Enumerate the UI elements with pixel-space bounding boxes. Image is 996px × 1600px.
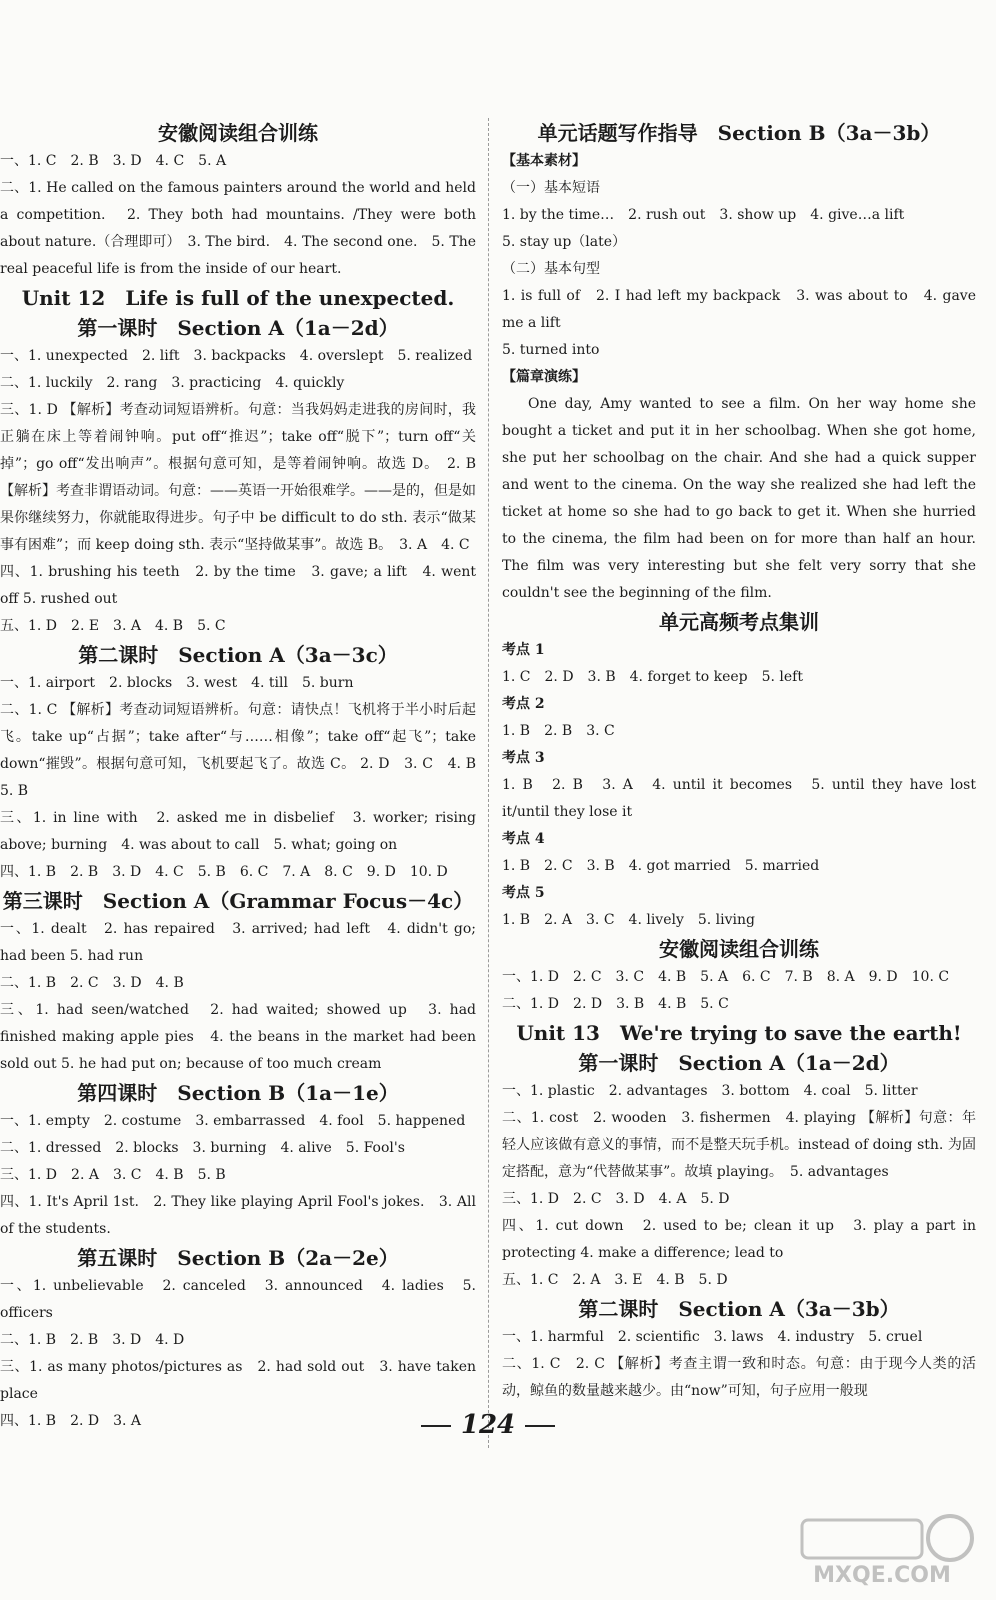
- answer-line: 二、1. B 2. C 3. D 4. B: [0, 975, 184, 991]
- subsection-label: 考点 1: [502, 642, 545, 658]
- answer-line: 一、1. C 2. B 3. D 4. C 5. A: [0, 153, 227, 169]
- left-column: [0, 118, 490, 1435]
- answer-line: 一、1. dealt 2. has repaired 3. arrived; had left 4. didn't go; had been 5. had run: [0, 921, 476, 964]
- answer-line: 一、1. airport 2. blocks 3. west 4. till 5. burn: [0, 675, 354, 691]
- answer-line: 一、1. empty 2. costume 3. embarrassed 4. fool 5. happened: [0, 1113, 466, 1129]
- right-column: [502, 118, 976, 1405]
- answer-line: 二、1. C 2. C 【解析】考查主谓一致和时态。句意：由于现今人类的活动，鲸鱼的数量越来越少。由“now”可知，句子应用一般现: [502, 1356, 976, 1399]
- answer-line: 三、1. D 2. C 3. D 4. A 5. D: [502, 1191, 730, 1207]
- answer-line: 1. B 2. A 3. C 4. lively 5. living: [502, 912, 756, 928]
- answer-line: 二、1. C 【解析】考查动词短语辨析。句意：请快点！飞机将于半小时后起飞。take up“占据”；take after“与……相像”；take off“起飞”；take down“摧毁”。根据句意可知，飞机要起飞了。故选 C。 2. D 3. C 4. B 5. B: [0, 702, 490, 799]
- page-number: [0, 1410, 976, 1440]
- answer-line: 五、1. C 2. A 3. E 4. B 5. D: [502, 1272, 728, 1288]
- answer-line: 二、1. luckily 2. rang 3. practicing 4. quickly: [0, 375, 345, 391]
- subsection-label: 【篇章演练】: [502, 369, 586, 385]
- section-heading: 第一课时 Section A（1a－2d）: [578, 1051, 900, 1075]
- answer-line: 1. B 2. C 3. B 4. got married 5. married: [502, 858, 820, 874]
- section-heading: 安徽阅读组合训练: [158, 121, 318, 145]
- answer-line: 1. B 2. B 3. A 4. until it becomes 5. until they have lost it/until they lose it: [502, 777, 976, 820]
- answer-line: 一、1. D 2. C 3. C 4. B 5. A 6. C 7. B 8. A 9. D 10. C: [502, 969, 950, 985]
- section-heading: 单元高频考点集训: [659, 610, 819, 634]
- answer-line: 一、1. unbelievable 2. canceled 3. announced 4. ladies 5. officers: [0, 1278, 476, 1321]
- watermark-logo: [782, 1512, 982, 1588]
- column-divider: [488, 118, 489, 1448]
- section-heading: 单元话题写作指导 Section B（3a－3b）: [537, 121, 941, 145]
- answer-line: 三、1. had seen/watched 2. had waited; showed up 3. had finished making apple pies 4. the beans in the market had been sold out 5. he had put on; because of too much cream: [0, 1002, 476, 1072]
- answer-line: 二、1. D 2. D 3. B 4. B 5. C: [502, 996, 729, 1012]
- answer-line: 四、1. B 2. D 3. A: [0, 1413, 142, 1429]
- answer-line: 三、1. D 2. A 3. C 4. B 5. B: [0, 1167, 226, 1183]
- answer-line: （一）基本短语: [502, 180, 600, 196]
- answer-line: 一、1. plastic 2. advantages 3. bottom 4. coal 5. litter: [502, 1083, 918, 1099]
- section-heading: 第四课时 Section B（1a－1e）: [77, 1081, 399, 1105]
- page-number-text: 124: [460, 1410, 516, 1440]
- answer-line: 四、1. It's April 1st. 2. They like playing April Fool's jokes. 3. All of the students.: [0, 1194, 476, 1237]
- answer-line: 二、1. He called on the famous painters around the world and held a competition. 2. They both had mountains. /They were both about nature.（合理即可） 3. The bird. 4. The second one. 5. The real peaceful life is from the inside of our heart.: [0, 180, 476, 277]
- section-heading: Unit 13 We're trying to save the earth!: [516, 1021, 962, 1045]
- section-heading: 第二课时 Section A（3a－3b）: [578, 1297, 900, 1321]
- answer-line: 1. B 2. B 3. C: [502, 723, 615, 739]
- answer-line: 二、1. B 2. B 3. D 4. D: [0, 1332, 185, 1348]
- answer-line: 1. by the time… 2. rush out 3. show up 4. give…a lift: [502, 207, 905, 223]
- answer-line: （二）基本句型: [502, 261, 600, 277]
- section-heading: 第五课时 Section B（2a－2e）: [77, 1246, 399, 1270]
- answer-line: 四、1. B 2. B 3. D 4. C 5. B 6. C 7. A 8. C 9. D 10. D: [0, 864, 448, 880]
- subsection-label: 考点 3: [502, 750, 545, 766]
- answer-line: 三、1. D 【解析】考查动词短语辨析。句意：当我妈妈走进我的房间时，我正躺在床上等着闹钟响。put off“推迟”；take off“脱下”；turn off“关掉”；go off“发出响声”。根据句意可知，是等着闹钟响。故选 D。 2. B 【解析】考查非谓语动词。句意：——英语一开始很难学。——是的，但是如果你继续努力，你就能取得进步。句子中 be difficult to do sth. 表示“做某事有困难”；而 keep doing sth. 表示“坚持做某事”。故选 B。 3. A 4. C: [0, 402, 476, 553]
- answer-line: 四、1. brushing his teeth 2. by the time 3. gave; a lift 4. went off 5. rushed out: [0, 564, 476, 607]
- answer-line: 二、1. cost 2. wooden 3. fishermen 4. playing 【解析】句意：年轻人应该做有意义的事情，而不是整天玩手机。instead of doing sth. 为固定搭配，意为“代替做某事”。故填 playing。 5. advantages: [502, 1110, 976, 1180]
- subsection-label: 考点 2: [502, 696, 545, 712]
- answer-line: 5. stay up（late）: [502, 234, 627, 250]
- subsection-label: 【基本素材】: [502, 153, 586, 169]
- subsection-label: 考点 5: [502, 885, 545, 901]
- answer-line: 五、1. D 2. E 3. A 4. B 5. C: [0, 618, 226, 634]
- answer-line: 三、1. in line with 2. asked me in disbelief 3. worker; rising above; burning 4. was about to call 5. what; going on: [0, 810, 476, 853]
- answer-line: 1. is full of 2. I had left my backpack 3. was about to 4. gave me a lift: [502, 288, 976, 331]
- answer-line: 四、1. cut down 2. used to be; clean it up 3. play a part in protecting 4. make a difference; lead to: [502, 1218, 976, 1261]
- answer-line: 一、1. unexpected 2. lift 3. backpacks 4. overslept 5. realized: [0, 348, 473, 364]
- section-heading: 第三课时 Section A（Grammar Focus－4c）: [2, 889, 474, 913]
- answer-line: 三、1. as many photos/pictures as 2. had sold out 3. have taken place: [0, 1359, 476, 1402]
- answer-line: 5. turned into: [502, 342, 600, 358]
- section-heading: 第二课时 Section A（3a－3c）: [78, 643, 398, 667]
- section-heading: Unit 12 Life is full of the unexpected.: [21, 286, 455, 310]
- passage-text: One day, Amy wanted to see a film. On her way home she bought a ticket and put it in her schoolbag. When she got home, she put her schoolbag on the chair. And she had a quick supper and went to the cinema. On the way she realized she had left the ticket at home so she had to go back to get it. When she hurried to the cinema, the film had been on for more than half an hour. The film was very interesting but she felt very sorry that she couldn't see the beginning of the film.: [502, 396, 976, 601]
- answer-line: 二、1. dressed 2. blocks 3. burning 4. alive 5. Fool's: [0, 1140, 405, 1156]
- svg-text:MXQE.COM: MXQE.COM: [813, 1563, 951, 1588]
- section-heading: 安徽阅读组合训练: [659, 937, 819, 961]
- subsection-label: 考点 4: [502, 831, 545, 847]
- answer-line: 1. C 2. D 3. B 4. forget to keep 5. left: [502, 669, 803, 685]
- section-heading: 第一课时 Section A（1a－2d）: [77, 316, 399, 340]
- answer-line: 一、1. harmful 2. scientific 3. laws 4. industry 5. cruel: [502, 1329, 923, 1345]
